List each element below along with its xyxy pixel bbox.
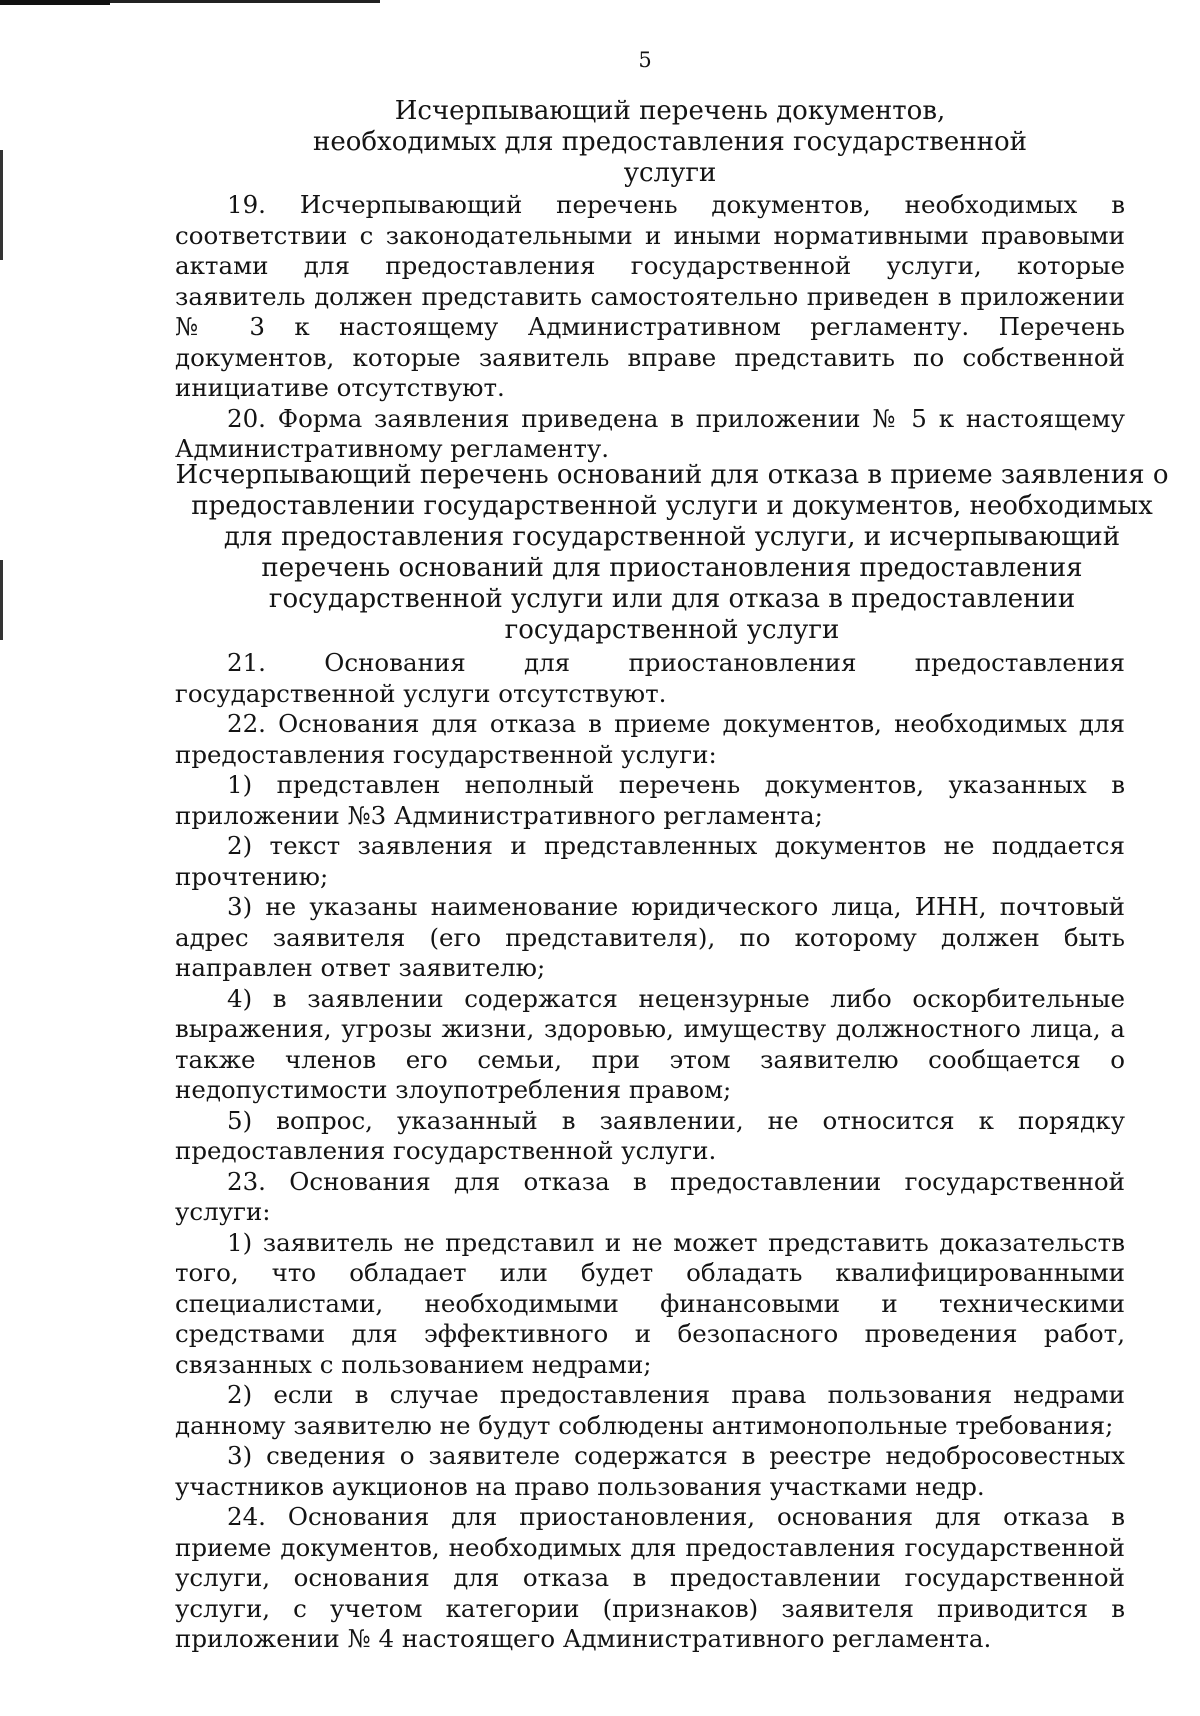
paragraph-22-item-1: 1) представлен неполный перечень документов, указанных в приложении №3 Административного регламента; <box>175 770 1125 830</box>
paragraph-21: 21. Основания для приостановления предоставления государственной услуги отсутствуют. <box>175 648 1125 708</box>
paragraph-19: 19. Исчерпывающий перечень документов, необходимых в соответствии с законодательными и иными нормативными правовыми актами для предоставления государственной услуги, которые заявитель должен представить самостоятельно приведен в приложении № 3 к настоящему Административном регламенту. Перечень документов, которые заявитель вправе представить по собственной инициативе отсутствуют. <box>175 190 1125 402</box>
paragraph-23: 23. Основания для отказа в предоставлении государственной услуги: <box>175 1166 1125 1226</box>
scan-artifact-left-1 <box>0 150 3 260</box>
page-number: 5 <box>638 48 652 72</box>
paragraph-22-item-3: 3) не указаны наименование юридического лица, ИНН, почтовый адрес заявителя (его представителя), по которому должен быть направлен ответ заявителю; <box>175 892 1125 982</box>
section-body-documents <box>175 190 1125 465</box>
section-body-grounds <box>175 648 1125 1655</box>
section-heading-documents: Исчерпывающий перечень документов, необходимых для предоставления государственной услуги <box>313 96 1027 188</box>
paragraph-20: 20. Форма заявления приведена в приложении № 5 к настоящему Административному регламенту. <box>175 403 1125 463</box>
section-heading-grounds: Исчерпывающий перечень оснований для отказа в приеме заявления о предоставлении государственной услуги и документов, необходимых для предоставления государственной услуги, и исчерпывающий перечень оснований для приостановления предоставления государственной услуги или для отказа в предоставлении государственной услуги <box>175 460 1169 645</box>
paragraph-23-item-2: 2) если в случае предоставления права пользования недрами данному заявителю не будут соблюдены антимонопольные требования; <box>175 1380 1125 1440</box>
paragraph-22-item-4: 4) в заявлении содержатся нецензурные либо оскорбительные выражения, угрозы жизни, здоровью, имуществу должностного лица, а также членов его семьи, при этом заявителю сообщается о недопустимости злоупотребления правом; <box>175 983 1125 1104</box>
paragraph-23-item-1: 1) заявитель не представил и не может представить доказательств того, что обладает или будет обладать квалифицированными специалистами, необходимыми финансовыми и техническими средствами для эффективного и безопасного проведения работ, связанных с пользованием недрами; <box>175 1227 1125 1379</box>
paragraph-22-item-5: 5) вопрос, указанный в заявлении, не относится к порядку предоставления государственной услуги. <box>175 1105 1125 1165</box>
paragraph-22-item-2: 2) текст заявления и представленных документов не поддается прочтению; <box>175 831 1125 891</box>
paragraph-24: 24. Основания для приостановления, основания для отказа в приеме документов, необходимых для предоставления государственной услуги, основания для отказа в предоставлении государственной услуги, с учетом категории (признаков) заявителя приводится в приложении № 4 настоящего Административного регламента. <box>175 1502 1125 1653</box>
paragraph-22: 22. Основания для отказа в приеме документов, необходимых для предоставления государственной услуги: <box>175 709 1125 769</box>
scan-artifact-top-dark <box>0 0 110 5</box>
paragraph-23-item-3: 3) сведения о заявителе содержатся в реестре недобросовестных участников аукционов на право пользования участками недр. <box>175 1441 1125 1501</box>
scan-artifact-left-2 <box>0 560 3 640</box>
